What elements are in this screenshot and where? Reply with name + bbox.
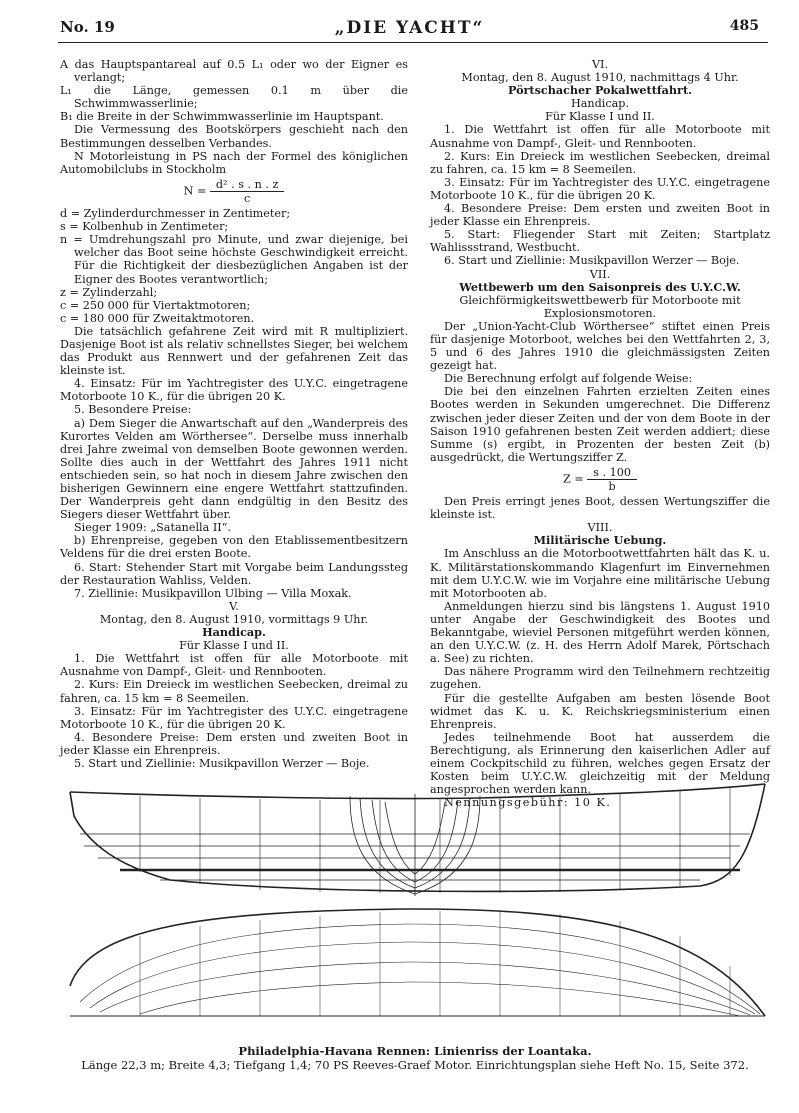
paragraph: z = Zylinderzahl; <box>60 285 158 299</box>
keel-profile <box>70 784 765 891</box>
paragraph: 4. Besondere Preise: Dem ersten und zweiten Boot in jeder Klasse ein Ehrenpreis. <box>60 730 408 757</box>
paragraph: Für Klasse I und II. <box>545 110 655 124</box>
paragraph: c = 250 000 für Viertaktmotoren; <box>60 298 251 312</box>
hull-lines-drawing <box>60 776 770 1040</box>
paragraph: Der „Union-Yacht-Club Wörthersee“ stiftet einen Preis für dasjenige Motorboot, welches bei den Wettfahrten 2, 3, 5 und 6 des Jahres 1910 die gleichmässigsten Zeiten gezeigt hat. <box>430 319 770 373</box>
formula-denominator: b <box>608 480 616 493</box>
paragraph: Für die gestellte Aufgaben am besten lösende Boot widmet das K. u. K. Reichskriegsministerium einen Ehrenpreis. <box>430 691 770 731</box>
header-rule <box>58 42 768 43</box>
paragraph: 5. Start und Ziellinie: Musikpavillon Werzer — Boje. <box>74 756 370 770</box>
paragraph: Montag, den 8. August 1910, nachmittags 4 Uhr. <box>461 71 739 85</box>
formula <box>430 466 770 493</box>
formula-numerator: d² . s . n . z <box>210 178 285 192</box>
paragraph: V. <box>229 599 239 613</box>
paragraph: Die Berechnung erfolgt auf folgende Weise: <box>444 372 693 386</box>
issue-number: No. 19 <box>60 18 115 36</box>
paragraph: Montag, den 8. August 1910, vormittags 9 Uhr. <box>99 612 369 626</box>
paragraph: b) Ehrenpreise, gegeben von den Etablissementbesitzern Veldens für die drei ersten Boote. <box>60 534 408 561</box>
paragraph: Wettbewerb um den Saisonpreis des U.Y.C.W. <box>459 279 741 294</box>
paragraph: 4. Besondere Preise: Dem ersten und zweiten Boot in jeder Klasse ein Ehrenpreis. <box>430 202 770 229</box>
page-number: 485 <box>729 18 759 34</box>
sheer-line <box>70 784 765 799</box>
paragraph: Die bei den einzelnen Fahrten erzielten Zeiten eines Bootes werden in Sekunden umgerechnet. Die Differenz zwischen jeder dieser Zeiten und der von dem Boote in der Saison 1910 gefahrenen besten Zeit werden addiert; diese Summe (s) ergibt, in Prozenten der besten Zeit (b) ausgedrückt, die Wertungsziffer Z. <box>430 385 770 464</box>
half-breadth-plan <box>70 909 765 1016</box>
paragraph: 1. Die Wettfahrt ist offen für alle Motorboote mit Ausnahme von Dampf-, Gleit- und Rennbooten. <box>60 652 408 679</box>
formula-lhs: N = <box>183 184 210 198</box>
paragraph: N Motorleistung in PS nach der Formel des königlichen Automobilclubs in Stockholm <box>60 149 408 176</box>
paragraph: Die Vermessung des Bootskörpers geschieht nach den Bestimmungen desselben Verbandes. <box>60 123 408 150</box>
paragraph: 5. Besondere Preise: <box>74 403 192 417</box>
paragraph: 5. Start: Fliegender Start mit Zeiten; Startplatz Wahlissstrand, Westbucht. <box>430 228 770 255</box>
paragraph: s = Kolbenhub in Zentimeter; <box>60 220 229 234</box>
paragraph: 2. Kurs: Ein Dreieck im westlichen Seebecken, dreimal zu fahren, ca. 15 km = 8 Seemeilen. <box>430 149 770 176</box>
paragraph: 7. Ziellinie: Musikpavillon Ulbing — Villa Moxak. <box>74 586 352 600</box>
paragraph: Anmeldungen hierzu sind bis längstens 1. August 1910 unter Angabe der Geschwindigkeit des Bootes und Bekanntgabe, wieviel Personen mitgeführt werden können, an den U.Y.C.W. (z. H. des Herrn Adolf Marek, Pörtschach a. See) zu richten. <box>430 599 770 666</box>
paragraph: B₁ die Breite in der Schwimmwasserlinie im Hauptspant. <box>60 110 384 124</box>
paragraph: Handicap. <box>202 625 266 640</box>
paragraph: Nennungsgebühr: 10 K. <box>444 796 612 810</box>
paragraph: Sieger 1909: „Satanella II“. <box>74 521 231 535</box>
caption-title: Philadelphia-Havana Rennen: Linienriss der Loantaka. <box>238 1044 592 1058</box>
paragraph: 3. Einsatz: Für im Yachtregister des U.Y.C. eingetragene Motorboote 10 K., für die übrigen 20 K. <box>60 704 408 731</box>
paragraph: 6. Start: Stehender Start mit Vorgabe beim Landungssteg der Restauration Wahliss, Velden. <box>60 560 408 587</box>
page-header <box>60 18 759 44</box>
formula-lhs: Z = <box>562 472 588 486</box>
paragraph: Handicap. <box>570 97 630 111</box>
paragraph: a) Dem Sieger die Anwartschaft auf den „Wanderpreis des Kurortes Velden am Wörthersee“. Derselbe muss innerhalb drei Jahre zweimal von demselben Boote gewonnen werden. Sollte dies auch in der Wettfahrt des Jahres 1911 nicht entschieden sein, so hat noch in diesem Jahre zwischen den bisherigen Gewinnern eine engere Wettfahrt stattzufinden. Der Wanderpreis geht dann endgültig in den Besitz des Siegers dieser Wettfahrt über. <box>60 416 408 522</box>
paragraph: 4. Einsatz: Für im Yachtregister des U.Y.C. eingetragene Motorboote 10 K., für die übrigen 20 K. <box>60 377 408 404</box>
paragraph: n = Umdrehungszahl pro Minute, und zwar diejenige, bei welcher das Boot seine höchste Geschwindigkeit erreicht. Für die Richtigkeit der diesbezüglichen Angaben ist der Eigner des Bootes verantwortlich; <box>60 233 408 286</box>
paragraph: 6. Start und Ziellinie: Musikpavillon Werzer — Boje. <box>444 254 740 268</box>
paragraph: 3. Einsatz: Für im Yachtregister des U.Y.C. eingetragene Motorboote 10 K., für die übrigen 20 K. <box>430 175 770 202</box>
paragraph: Im Anschluss an die Motorbootwettfahrten hält das K. u. K. Militärstationskommando Klagenfurt im Einvernehmen mit dem U.Y.C.W. wie im Vorjahre eine militärische Uebung mit Motorbooten ab. <box>430 547 770 600</box>
paragraph: Pörtschacher Pokalwettfahrt. <box>507 83 693 98</box>
paragraph: VI. <box>591 58 609 71</box>
caption-text: Länge 22,3 m; Breite 4,3; Tiefgang 1,4; 70 PS Reeves-Graef Motor. Einrichtungsplan siehe Heft No. 15, Seite 372. <box>81 1058 749 1072</box>
paragraph: Die tatsächlich gefahrene Zeit wird mit R multipliziert. Dasjenige Boot ist als relativ schnellstes Sieger, bei welchem das Produkt aus Rennwert und der gefahrenen Zeit das kleinste ist. <box>60 324 408 378</box>
paragraph: VIII. <box>587 521 613 535</box>
paragraph: c = 180 000 für Zweitaktmotoren. <box>60 311 255 325</box>
paragraph: L₁ die Länge, gemessen 0.1 m über die Schwimmwasserlinie; <box>60 84 408 111</box>
paragraph: Für Klasse I und II. <box>179 639 289 653</box>
formula-denominator: c <box>244 191 251 205</box>
paragraph: Militärische Uebung. <box>533 533 667 548</box>
left-column <box>60 58 408 770</box>
figure-caption <box>60 1044 770 1072</box>
formula <box>60 178 408 205</box>
paragraph: d = Zylinderdurchmesser in Zentimeter; <box>60 207 291 221</box>
paragraph: 1. Die Wettfahrt ist offen für alle Motorboote mit Ausnahme von Dampf-, Gleit- und Rennbooten. <box>430 123 770 150</box>
journal-title: „DIE YACHT“ <box>334 18 485 38</box>
paragraph: Jedes teilnehmende Boot hat ausserdem die Berechtigung, als Erinnerung den kaiserlichen Adler auf einem Cockpitschild zu führen, welches gegen Ersatz der Kosten beim U.Y.C.W. gleichzeitig mit der Meldung angesprochen werden kann. <box>430 730 770 797</box>
paragraph: VII. <box>589 267 611 281</box>
paragraph: 2. Kurs: Ein Dreieck im westlichen Seebecken, dreimal zu fahren, ca. 15 km = 8 Seemeilen. <box>60 678 408 705</box>
paragraph: A das Hauptspantareal auf 0.5 L₁ oder wo der Eigner es verlangt; <box>60 58 408 85</box>
right-column <box>430 58 770 809</box>
paragraph: Gleichförmigkeitswettbewerb für Motorboote mit Explosionsmotoren. <box>459 293 741 320</box>
paragraph: Den Preis erringt jenes Boot, dessen Wertungsziffer die kleinste ist. <box>430 495 770 522</box>
paragraph: Das nähere Programm wird den Teilnehmern rechtzeitig zugehen. <box>430 665 770 692</box>
formula-numerator: s . 100 <box>587 466 637 480</box>
